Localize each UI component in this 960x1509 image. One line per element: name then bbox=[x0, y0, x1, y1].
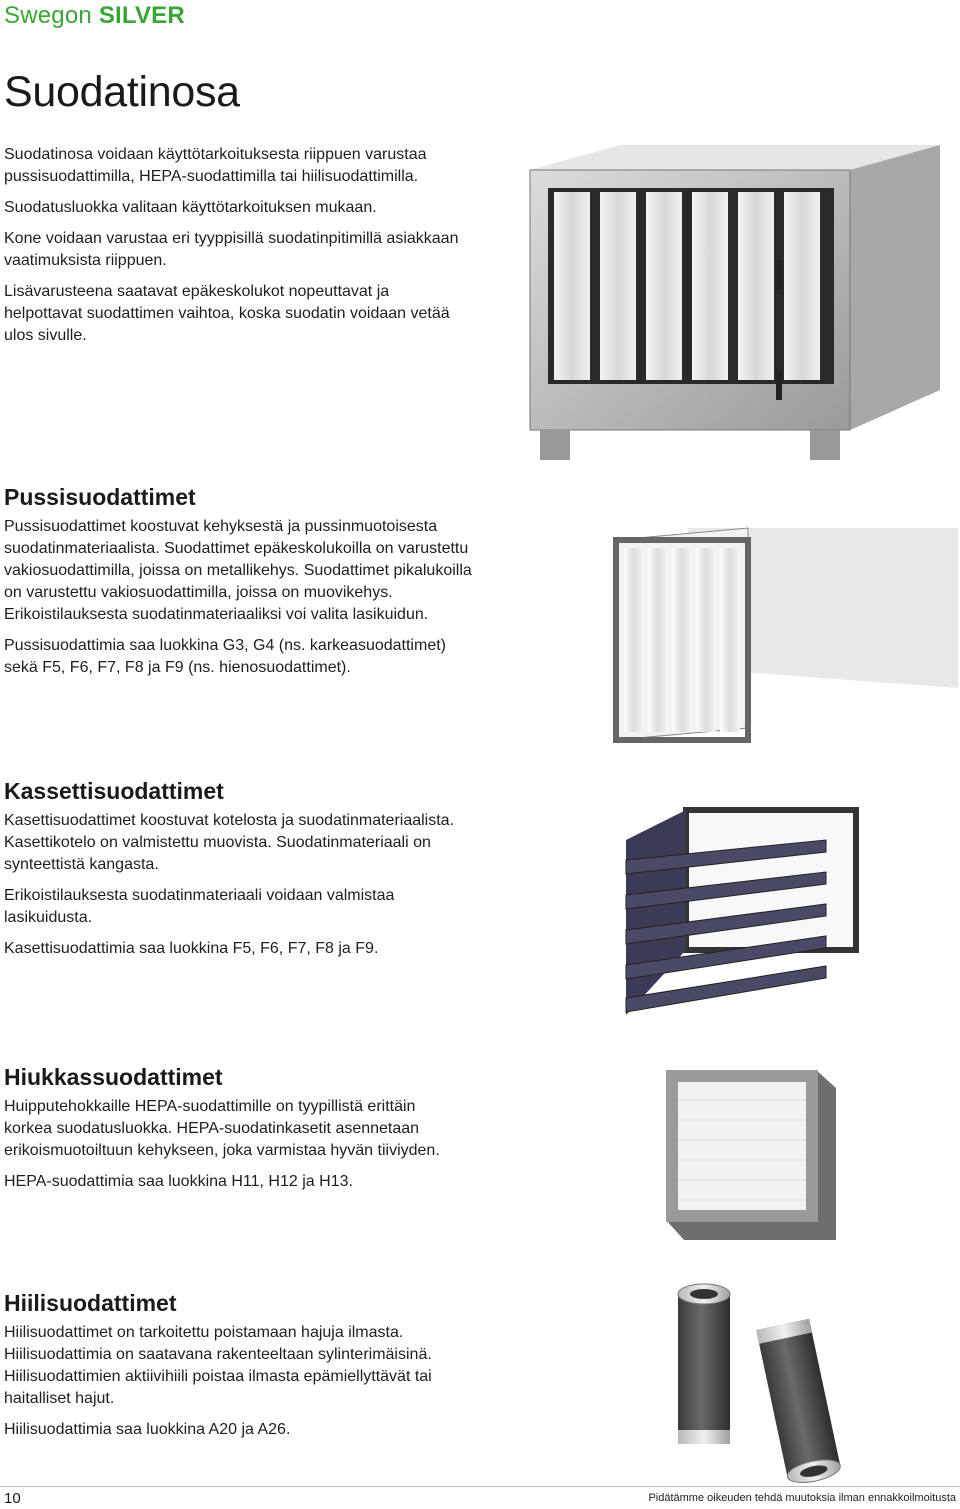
section-paragraph: Kasettisuodattimia saa luokkina F5, F6, F7, F8 ja F9. bbox=[4, 940, 379, 957]
carbon-filter-image bbox=[662, 1280, 852, 1485]
section-title: Hiilisuodattimet bbox=[4, 1290, 177, 1316]
section-paragraph: Kasettisuodattimet koostuvat kotelosta ja suodatinmateriaalista. Kasettikotelo on valmistettu muovista. Suodatinmateriaali on synteettistä kangasta. bbox=[4, 812, 455, 873]
hepa-filter-image bbox=[656, 1060, 846, 1250]
filter-section-image bbox=[510, 140, 956, 470]
intro-paragraph: Suodatusluokka valitaan käyttötarkoituksen mukaan. bbox=[4, 199, 377, 216]
section-paragraph: Hiilisuodattimia saa luokkina A20 ja A26. bbox=[4, 1421, 291, 1438]
intro-text bbox=[4, 144, 464, 356]
bag-filter-image bbox=[598, 508, 958, 748]
section-bag-filters bbox=[4, 484, 474, 688]
page-number: 10 bbox=[4, 1490, 21, 1507]
section-carbon-filters bbox=[4, 1290, 466, 1450]
brand-logo bbox=[4, 2, 185, 30]
brand-model: SILVER bbox=[98, 2, 185, 29]
section-cassette-filters bbox=[4, 778, 466, 969]
footer-divider bbox=[0, 1486, 960, 1487]
intro-paragraph: Kone voidaan varustaa eri tyyppisillä suodatinpitimillä asiakkaan vaatimuksista riippuen. bbox=[4, 230, 459, 269]
section-title: Hiukkassuodattimet bbox=[4, 1064, 223, 1090]
section-title: Kassettisuodattimet bbox=[4, 778, 224, 804]
section-paragraph: Pussisuodattimia saa luokkina G3, G4 (ns. karkeasuodattimet) sekä F5, F6, F7, F8 ja F9 (ns. hienosuodattimet). bbox=[4, 637, 446, 676]
section-paragraph: Erikoistilauksesta suodatinmateriaali voidaan valmistaa lasikuidusta. bbox=[4, 887, 395, 926]
section-paragraph: HEPA-suodattimia saa luokkina H11, H12 ja H13. bbox=[4, 1173, 353, 1190]
section-paragraph: Hiilisuodattimet on tarkoitettu poistamaan hajuja ilmasta. Hiilisuodattimia on saatavana rakenteeltaan sylinterimäisinä. Hiilisuodattimien aktiivihiili poistaa ilmasta epämiellyttävät tai haitalliset hajut. bbox=[4, 1324, 432, 1407]
section-paragraph: Pussisuodattimet koostuvat kehyksestä ja pussinmuotoisesta suodatinmateriaalista. Suodattimet epäkeskolukoilla on varustettu vakiosuodattimilla, joissa on metallikehys. Suodattimet pikalukoilla on varustettu vakiosuodattimilla, joissa on muovikehys. Erikoistilauksesta suodatinmateriaaliksi voi valita lasikuidun. bbox=[4, 518, 472, 623]
brand-name: Swegon bbox=[4, 2, 92, 29]
section-paragraph: Huipputehokkaille HEPA-suodattimille on tyypillistä erittäin korkea suodatusluokka. HEPA-suodatinkasetit asennetaan erikoismuotoiltuun kehykseen, joka varmistaa hyvän tiiviyden. bbox=[4, 1098, 440, 1159]
section-hepa-filters bbox=[4, 1064, 466, 1202]
page-title: Suodatinosa bbox=[4, 68, 240, 116]
intro-paragraph: Suodatinosa voidaan käyttötarkoituksesta riippuen varustaa pussisuodattimilla, HEPA-suodattimilla tai hiilisuodattimilla. bbox=[4, 146, 427, 185]
footer-note: Pidätämme oikeuden tehdä muutoksia ilman ennakkoilmoitusta bbox=[648, 1492, 956, 1504]
cassette-filter-image bbox=[606, 800, 866, 1035]
section-title: Pussisuodattimet bbox=[4, 484, 196, 510]
intro-paragraph: Lisävarusteena saatavat epäkeskolukot nopeuttavat ja helpottavat suodattimen vaihtoa, koska suodatin voidaan vetää ulos sivulle. bbox=[4, 283, 450, 344]
